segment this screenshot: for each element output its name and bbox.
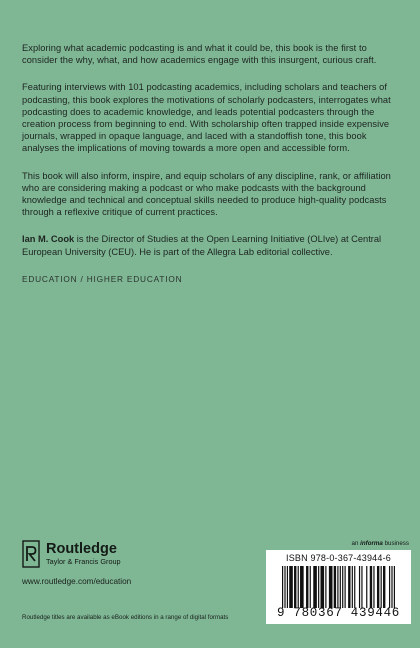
informa-business-tag — [335, 540, 409, 547]
barcode-bar — [310, 566, 311, 608]
barcode-bar — [340, 566, 341, 608]
barcode-digits: 9 780367 439446 — [276, 606, 401, 620]
author-bio-text: is the Director of Studies at the Open Learning Initiative (OLIve) at Central European University (CEU). He is part of the Allegra Lab editorial collective. — [22, 234, 382, 257]
publisher-block — [22, 540, 282, 586]
barcode-bar — [289, 566, 293, 608]
barcode-bar — [394, 566, 395, 608]
barcode-bar — [389, 566, 390, 608]
barcode-bar — [391, 566, 392, 608]
barcode-bar — [354, 566, 355, 608]
barcode-bar — [342, 566, 343, 608]
publisher-name: Routledge — [46, 541, 117, 557]
barcode-bar — [287, 566, 288, 608]
blurb-paragraph-3: This book will also inform, inspire, and equip scholars of any discipline, rank, or affiliation who are considering making a podcast or who make podcasts with the background knowledge and technical and conceptual skills needed to produce high-quality podcasts through a reflexive critique of current practices. — [22, 170, 391, 218]
barcode-bar — [337, 566, 338, 608]
barcode-bar — [381, 566, 382, 608]
barcode-bar — [361, 566, 362, 608]
publisher-logo — [22, 540, 282, 568]
barcode-bar — [348, 566, 350, 608]
barcode-bar — [306, 566, 308, 608]
barcode-icon — [282, 566, 395, 608]
barcode-bar — [366, 566, 367, 608]
informa-brand: informa — [360, 540, 383, 547]
barcode-bar — [370, 566, 372, 608]
informa-prefix: an — [351, 540, 361, 547]
author-bio — [22, 233, 400, 257]
barcode-bar — [359, 566, 360, 608]
barcode-bar — [352, 566, 353, 608]
routledge-r-icon — [22, 540, 40, 568]
barcode-bar — [294, 566, 296, 608]
barcode-bar — [377, 566, 379, 608]
barcode-bar — [345, 566, 346, 608]
barcode-bar — [383, 566, 385, 608]
back-cover-text — [22, 42, 400, 284]
informa-suffix: business — [382, 540, 409, 547]
barcode-bar — [298, 566, 299, 608]
blurb-paragraph-2: Featuring interviews with 101 podcasting academics, including scholars and teachers of podcasting, this book explores the motivations of scholarly podcasters, interrogates what podcasting does to academic knowledge, and leads potential podcasters through the creation process from beginning to end. With scholarship often trapped inside expensive journals, wrapped in opaque language, and laced with a standoffish tone, this book analyses the implications of moving towards a more open and accessible form. — [22, 82, 391, 154]
publisher-group: Taylor & Francis Group — [46, 557, 121, 566]
ebook-note: Routledge titles are available as eBook editions in a range of digital formats — [22, 614, 229, 621]
isbn-label: ISBN 978-0-367-43944-6 — [286, 553, 391, 563]
barcode-bar — [282, 566, 283, 608]
barcode-box — [266, 550, 411, 624]
barcode-bar — [373, 566, 374, 608]
barcode-bar — [300, 566, 304, 608]
blurb-paragraph-1: Exploring what academic podcasting is and what it could be, this book is the first to consider the why, what, and how academics engage with this insurgent, curious craft. — [22, 43, 377, 66]
barcode-bar — [313, 566, 317, 608]
barcode-bar — [284, 566, 285, 608]
publisher-url[interactable]: www.routledge.com/education — [22, 577, 132, 586]
barcode-bar — [318, 566, 319, 608]
subject-category: EDUCATION / HIGHER EDUCATION — [22, 273, 183, 284]
barcode-bar — [325, 566, 326, 608]
author-name: Ian M. Cook — [22, 234, 75, 245]
barcode-bar — [334, 566, 336, 608]
barcode-bar — [329, 566, 333, 608]
barcode-bar — [320, 566, 324, 608]
